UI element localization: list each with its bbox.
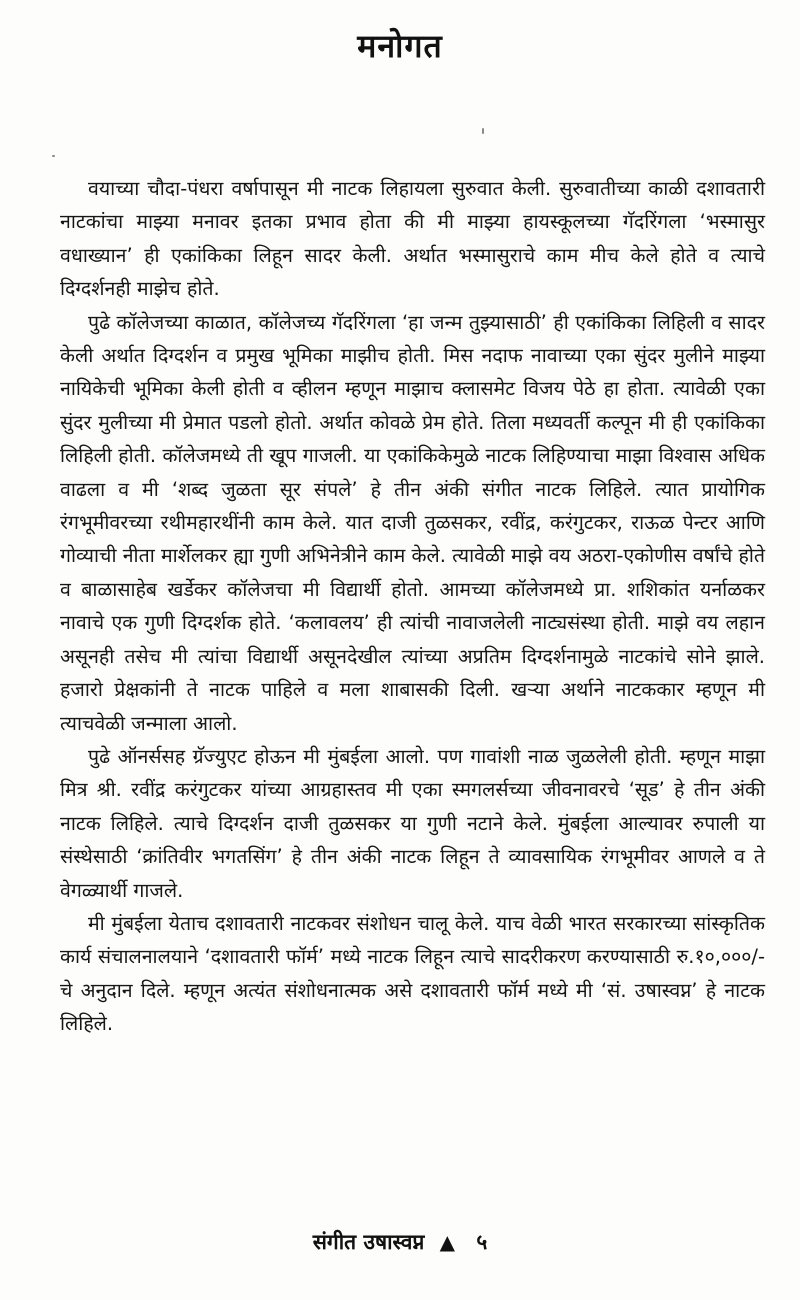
- scan-speck: [52, 155, 55, 157]
- body-text: [60, 172, 765, 1041]
- paragraph-2: पुढे कॉलेजच्या काळात, कॉलेजच्य गॅदरिंगला ‘हा जन्म तुझ्यासाठी’ ही एकांकिका लिहिली व सादर केली अर्थात दिग्दर्शन व प्रमुख भूमिका माझीच होती. मिस नदाफ नावाच्या एका सुंदर मुलीने माझ्या नायिकेची भूमिका केली होती व व्हीलन म्हणून माझाच क्लासमेट विजय पेठे हा होता. त्यावेळी एका सुंदर मुलीच्या मी प्रेमात पडलो होतो. अर्थात कोवळे प्रेम होते. तिला मध्यवर्ती कल्पून मी ही एकांकिका लिहिली होती. कॉलेजमध्ये ती खूप गाजली. या एकांकिकेमुळे नाटक लिहिण्याचा माझा विश्वास अधिक वाढला व मी ‘शब्द जुळता सूर संपले’ हे तीन अंकी संगीत नाटक लिहिले. त्यात प्रायोगिक रंगभूमीवरच्या रथीमहारथींनी काम केले. यात दाजी तुळसकर, रवींद्र, करंगुटकर, राऊळ पेन्टर आणि गोव्याची नीता मार्शेलकर ह्या गुणी अभिनेत्रीने काम केले. त्यावेळी माझे वय अठरा-एकोणीस वर्षांचे होते व बाळासाहेब खर्डेकर कॉलेजचा मी विद्यार्थी होतो. आमच्या कॉलेजमध्ये प्रा. शशिकांत यर्नाळकर नावाचे एक गुणी दिग्दर्शक होते. ‘कलावलय’ ही त्यांची नावाजलेली नाट्यसंस्था होती. माझे वय लहान असूनही तसेच मी त्यांचा विद्यार्थी असूनदेखील त्यांच्या अप्रतिम दिग्दर्शनामुळे नाटकांचे सोने झाले. हजारो प्रेक्षकांनी ते नाटक पाहिले व मला शाबासकी दिली. खऱ्या अर्थाने नाटककार म्हणून मी त्याचवेळी जन्माला आलो.: [60, 310, 765, 735]
- paragraph-4: मी मुंबईला येताच दशावतारी नाटकवर संशोधन चालू केले. याच वेळी भारत सरकारच्या सांस्कृतिक कार्य संचालनालयाने ‘दशावतारी फॉर्म’ मध्ये नाटक लिहून त्याचे सादरीकरण करण्यासाठी रु.१०,०००/- चे अनुदान दिले. म्हणून अत्यंत संशोधनात्मक असे दशावतारी फॉर्म मध्ये मी ‘सं. उषास्वप्न’ हे नाटक लिहिले.: [60, 911, 765, 1036]
- triangle-icon: ▲: [439, 1230, 456, 1254]
- footer-book-title: संगीत उषास्वप्न: [312, 1230, 425, 1254]
- page-number: ५: [476, 1230, 488, 1254]
- paragraph-1: वयाच्या चौदा-पंधरा वर्षापासून मी नाटक लिहायला सुरुवात केली. सुरुवातीच्या काळी दशावतारी नाटकांचा माझ्या मनावर इतका प्रभाव होता की मी माझ्या हायस्कूलच्या गॅदरिंगला ‘भस्मासुर वधाख्यान’ ही एकांकिका लिहून सादर केली. अर्थात भस्मासुराचे काम मीच केले होते व त्याचे दिग्दर्शनही माझेच होते.: [60, 177, 765, 301]
- scan-speck: [482, 128, 484, 134]
- paragraph-3: पुढे ऑनर्ससह ग्रॅज्युएट होऊन मी मुंबईला आलो. पण गावांशी नाळ जुळलेली होती. म्हणून माझा मित्र श्री. रवींद्र करंगुटकर यांच्या आग्रहास्तव मी एका स्मगलर्सच्या जीवनावरचे ‘सूड’ हे तीन अंकी नाटक लिहिले. त्याचे दिग्दर्शन दाजी तुळसकर या गुणी नटाने केले. मुंबईला आल्यावर रुपाली या संस्थेसाठी ‘क्रांतिवीर भगतसिंग’ हे तीन अंकी नाटक लिहून ते व्यावसायिक रंगभूमीवर आणले व ते वेगळ्यार्थी गाजले.: [60, 744, 765, 902]
- page-title: मनोगत: [357, 27, 443, 65]
- page-footer: [0, 1228, 800, 1256]
